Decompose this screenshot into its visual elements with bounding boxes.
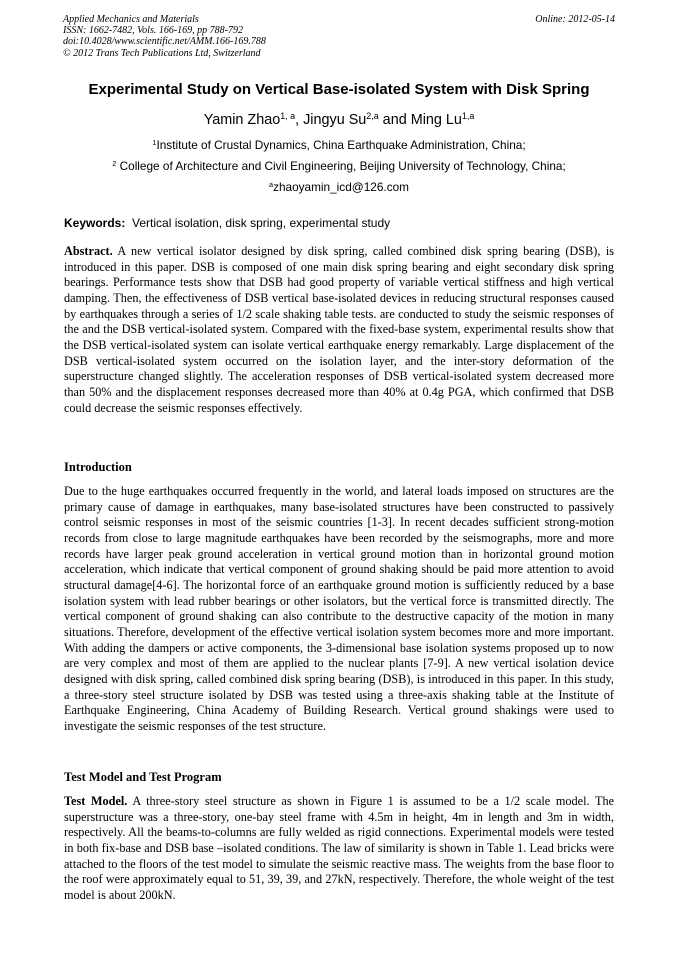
test-model-label: Test Model. (64, 794, 128, 808)
paper-title: Experimental Study on Vertical Base-isolated System with Disk Spring (88, 81, 590, 98)
affiliation-sup: 2 (112, 158, 117, 168)
abstract (64, 244, 614, 416)
author-email (40, 180, 638, 194)
author-sup: 2,a (366, 111, 379, 122)
affiliation-2 (40, 159, 638, 173)
journal-header (63, 14, 615, 59)
author-name: Jingyu Su (303, 112, 367, 128)
doi-line: doi:10.4028/www.scientific.net/AMM.166-169.788 (63, 36, 266, 48)
author-sup: 1,a (461, 111, 475, 122)
affiliation-text: College of Architecture and Civil Engineering, Beijing University of Technology, China; (119, 159, 566, 173)
affiliation-text: Institute of Crustal Dynamics, China Earthquake Administration, China; (156, 138, 526, 152)
affiliation-1 (40, 138, 638, 152)
author-name: Ming Lu (410, 112, 462, 128)
test-model-text: A three-story steel structure as shown in Figure 1 is assumed to be a 1/2 scale model. The superstructure was a three-story, one-bay steel frame with 4.5m in height, 4m in length and 3m in width, respectively. All the beams-to-columns are fully welded as rigid connections. Experimental models were tested in both fix-base and DSB base –isolated conditions. The law of similarity is shown in Table 1. Lead bricks were attached to the floors of the test model to simulate the seismic reactive mass. The weights from the base floor to the roof were approximately equal to 51, 39, 39, and 27kN, respectively. Therefore, the whole weight of the test model is about 200kN. (64, 794, 615, 902)
email-sup: a (269, 179, 274, 189)
keywords-text: Vertical isolation, disk spring, experimental study (132, 216, 391, 230)
affiliation-sup: 1 (152, 137, 157, 147)
keywords-label: Keywords: (64, 216, 126, 230)
author-list (40, 112, 638, 128)
test-model-paragraph (64, 794, 614, 904)
author-sup: 1, a (280, 111, 296, 122)
abstract-label: Abstract. (64, 244, 113, 258)
introduction-text: Due to the huge earthquakes occurred frequently in the world, and lateral loads imposed on structures are the primary cause of damage in earthquakes, many base-isolated structures have been constructed to passively control seismic responses in most of the seismic countries [1-3]. In recent decades sufficient strong-motion records from close to large magnitude earthquakes have been recorded by the seismographs, more and more records have larger peak ground acceleration in vertical ground motion than in horizontal ground motion acceleration, which indicate that vertical component of ground shaking should be paid more attention to avoid structural damage[4-6]. The horizontal force of an earthquake ground motion is sufficiently reduced by a base isolation system with lead rubber bearings or other isolators, but the vertical force is transmitted directly. The vertical component of ground shaking can also contribute to the destructive capacity of the motion in many situations. Therefore, development of the effective vertical isolation system becomes more and more important. With adding the dampers or active components, the 3-dimensional base isolation systems proposed up to now are very complex and most of them are applied to the nuclear plants [7-9]. A new vertical isolation device designed with disk spring, called combined disk spring bearing (DSB), is introduced in this paper. In this study, a three-story steel structure isolated by DSB was tested using a three-axis shaking table at the Institute of Earthquake Engineering, China Academy of Building Research. Vertical ground shakings were used to investigate the seismic responses of the test structure. (64, 484, 614, 733)
author-separator: , (295, 112, 304, 128)
author-and: and (378, 112, 411, 128)
abstract-text: A new vertical isolator designed by disk spring, called combined disk spring bearing (DSB), is introduced in this paper. DSB is composed of one main disk spring bearing and eight secondary disk spring bearings. Performance tests show that DSB had good property of variable vertical stiffness and high vertical damping. Then, the effectiveness of DSB vertical base-isolated devices in reducing structural responses caused by earthquakes through a series of 1/2 scale shaking table tests. are conducted to study the seismic responses of the and the DSB vertical-isolated system. Compared with the fixed-base system, experimental results show that the DSB vertical-isolated system can isolate vertical earthquake energy remarkably. Large displacement of the DSB vertical-isolated system occurred on the isolation layer, and the inter-story deformation of the superstructure changed slightly. The acceleration responses of DSB vertical-isolated system decreased more than 50% and the displacement responses decreased more than 40% at 0.4g PGA, which confirmed that DSB could decrease the seismic responses effectively. (64, 244, 614, 415)
issn-line: ISSN: 1662-7482, Vols. 166-169, pp 788-792 (63, 25, 243, 37)
keywords (64, 216, 616, 230)
email-text: zhaoyamin_icd@126.com (273, 180, 409, 194)
section-heading-introduction: Introduction (64, 460, 132, 474)
online-date: Online: 2012-05-14 (535, 14, 615, 25)
copyright-line: © 2012 Trans Tech Publications Ltd, Switzerland (63, 47, 261, 59)
journal-name: Applied Mechanics and Materials (63, 14, 199, 25)
section-heading-test-model: Test Model and Test Program (64, 770, 222, 784)
author-name: Yamin Zhao (203, 112, 281, 128)
